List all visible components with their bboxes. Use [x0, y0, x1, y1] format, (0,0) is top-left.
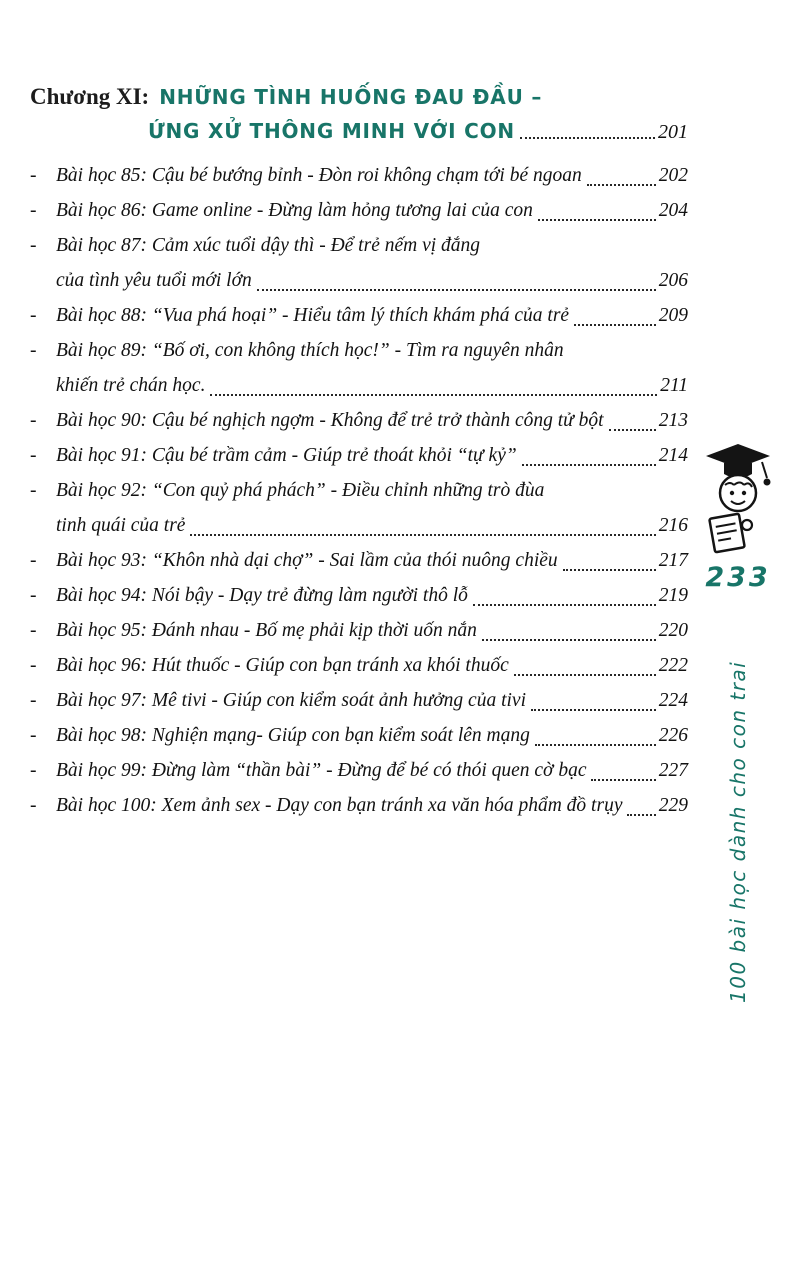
dotted-leader: [609, 429, 656, 431]
entry-page-number: 216: [658, 515, 688, 536]
dotted-leader: [563, 569, 656, 571]
dotted-leader: [257, 289, 656, 291]
entry-title: tinh quái của trẻ: [56, 515, 186, 536]
entry-page-number: 226: [658, 725, 688, 746]
entry-dash: -: [30, 585, 37, 606]
entry-page-number: 209: [658, 305, 688, 326]
entry-dash: -: [30, 305, 37, 326]
entry-page-number: 227: [658, 760, 688, 781]
entry-title: khiến trẻ chán học.: [56, 375, 206, 396]
graduate-boy-icon: [696, 440, 780, 556]
dotted-leader: [531, 709, 656, 711]
entry-title: Bài học 87: Cảm xúc tuổi dậy thì - Để trẻ nếm vị đắng: [56, 235, 481, 256]
entry-page-number: 211: [660, 375, 688, 396]
dotted-leader: [482, 639, 656, 641]
dotted-leader: [522, 464, 656, 466]
entry-dash: -: [30, 725, 37, 746]
entry-page-number: 217: [658, 550, 688, 571]
entry-dash: -: [30, 655, 37, 676]
entry-line: [30, 578, 688, 613]
entry-title: Bài học 99: Đừng làm “thần bài” - Đừng để bé có thói quen cờ bạc: [56, 760, 587, 781]
page-sidebar: [690, 440, 786, 1003]
toc-entry[interactable]: [30, 333, 688, 403]
entry-line: [30, 683, 688, 718]
entry-dash: -: [30, 200, 37, 221]
dotted-leader: [514, 674, 656, 676]
toc-entry[interactable]: [30, 718, 688, 753]
dotted-leader: [591, 779, 655, 781]
toc-entry[interactable]: [30, 683, 688, 718]
chapter-heading: [30, 84, 688, 110]
toc-entry[interactable]: [30, 578, 688, 613]
dotted-leader: [627, 814, 655, 816]
entry-line: [30, 298, 688, 333]
entry-line: [30, 753, 688, 788]
toc-entry[interactable]: [30, 228, 688, 298]
entry-line: [30, 228, 688, 263]
entry-dash: -: [30, 410, 37, 431]
entry-title: Bài học 97: Mê tivi - Giúp con kiểm soát ảnh hưởng của tivi: [56, 690, 526, 711]
entry-line: [30, 788, 688, 823]
toc-entry[interactable]: [30, 648, 688, 683]
toc-entry[interactable]: [30, 543, 688, 578]
entry-line: [30, 648, 688, 683]
dotted-leader: [538, 219, 656, 221]
entry-line: [30, 438, 688, 473]
entry-dash: -: [30, 760, 37, 781]
entry-line: [30, 158, 688, 193]
table-of-contents: [30, 84, 688, 823]
entry-line: [30, 613, 688, 648]
dotted-leader: [190, 534, 655, 536]
entry-dash: -: [30, 620, 37, 641]
dotted-leader: [574, 324, 656, 326]
dotted-leader: [520, 137, 655, 139]
entry-page-number: 220: [658, 620, 688, 641]
entry-title: Bài học 95: Đánh nhau - Bố mẹ phải kịp thời uốn nắn: [56, 620, 477, 641]
entry-dash: -: [30, 690, 37, 711]
entry-page-number: 204: [658, 200, 688, 221]
dotted-leader: [587, 184, 656, 186]
toc-entry[interactable]: [30, 298, 688, 333]
toc-entry[interactable]: [30, 193, 688, 228]
entry-dash: -: [30, 165, 37, 186]
entry-line: [30, 718, 688, 753]
chapter-title-line1: NHỮNG TÌNH HUỐNG ĐAU ĐẦU –: [159, 85, 543, 109]
entry-dash: -: [30, 445, 37, 466]
toc-list: [30, 158, 688, 823]
toc-entry[interactable]: [30, 403, 688, 438]
entry-page-number: 219: [658, 585, 688, 606]
chapter-heading-line2: [148, 119, 688, 144]
toc-entry[interactable]: [30, 613, 688, 648]
entry-page-number: 202: [658, 165, 688, 186]
entry-line: [30, 403, 688, 438]
entry-title: Bài học 94: Nói bậy - Dạy trẻ đừng làm người thô lỗ: [56, 585, 468, 606]
entry-dash: -: [30, 235, 37, 256]
entry-line: [30, 473, 688, 508]
chapter-title-line2: ỨNG XỬ THÔNG MINH VỚI CON: [148, 119, 515, 143]
entry-page-number: 222: [658, 655, 688, 676]
entry-title: Bài học 85: Cậu bé bướng bỉnh - Đòn roi không chạm tới bé ngoan: [56, 165, 582, 186]
entry-line: [30, 263, 688, 298]
entry-dash: -: [30, 480, 37, 501]
entry-title: Bài học 86: Game online - Đừng làm hỏng tương lai của con: [56, 200, 533, 221]
entry-page-number: 206: [658, 270, 688, 291]
chapter-page-number: 201: [658, 121, 688, 143]
entry-dash: -: [30, 340, 37, 361]
entry-title: Bài học 90: Cậu bé nghịch ngợm - Không để trẻ trở thành công tử bột: [56, 410, 604, 431]
toc-entry[interactable]: [30, 753, 688, 788]
entry-line: [30, 368, 688, 403]
entry-title: Bài học 96: Hút thuốc - Giúp con bạn tránh xa khói thuốc: [56, 655, 509, 676]
entry-line: [30, 333, 688, 368]
toc-entry[interactable]: [30, 438, 688, 473]
sidebar-book-title: 100 bài học dành cho con trai: [726, 660, 750, 1003]
entry-line: [30, 193, 688, 228]
entry-line: [30, 508, 688, 543]
entry-title: Bài học 98: Nghiện mạng- Giúp con bạn kiểm soát lên mạng: [56, 725, 530, 746]
entry-dash: -: [30, 550, 37, 571]
entry-title: Bài học 91: Cậu bé trầm cảm - Giúp trẻ thoát khỏi “tự kỷ”: [56, 445, 517, 466]
entry-line: [30, 543, 688, 578]
entry-title: Bài học 88: “Vua phá hoại” - Hiểu tâm lý thích khám phá của trẻ: [56, 305, 570, 326]
entry-page-number: 214: [658, 445, 688, 466]
toc-entry[interactable]: [30, 473, 688, 543]
toc-entry[interactable]: [30, 158, 688, 193]
entry-page-number: 229: [658, 795, 688, 816]
dotted-leader: [473, 604, 656, 606]
entry-page-number: 224: [658, 690, 688, 711]
sidebar-page-number: 233: [705, 562, 771, 593]
entry-title: Bài học 100: Xem ảnh sex - Dạy con bạn tránh xa văn hóa phẩm đồ trụy: [56, 795, 623, 816]
chapter-label: Chương XI:: [30, 84, 150, 109]
entry-dash: -: [30, 795, 37, 816]
entry-title: Bài học 89: “Bố ơi, con không thích học!” - Tìm ra nguyên nhân: [56, 340, 564, 361]
toc-entry[interactable]: [30, 788, 688, 823]
entry-title: của tình yêu tuổi mới lớn: [56, 270, 252, 291]
entry-title: Bài học 93: “Khôn nhà dại chợ” - Sai lầm của thói nuông chiều: [56, 550, 558, 571]
entry-title: Bài học 92: “Con quỷ phá phách” - Điều chỉnh những trò đùa: [56, 480, 545, 501]
dotted-leader: [210, 394, 657, 396]
dotted-leader: [535, 744, 656, 746]
entry-page-number: 213: [658, 410, 688, 431]
